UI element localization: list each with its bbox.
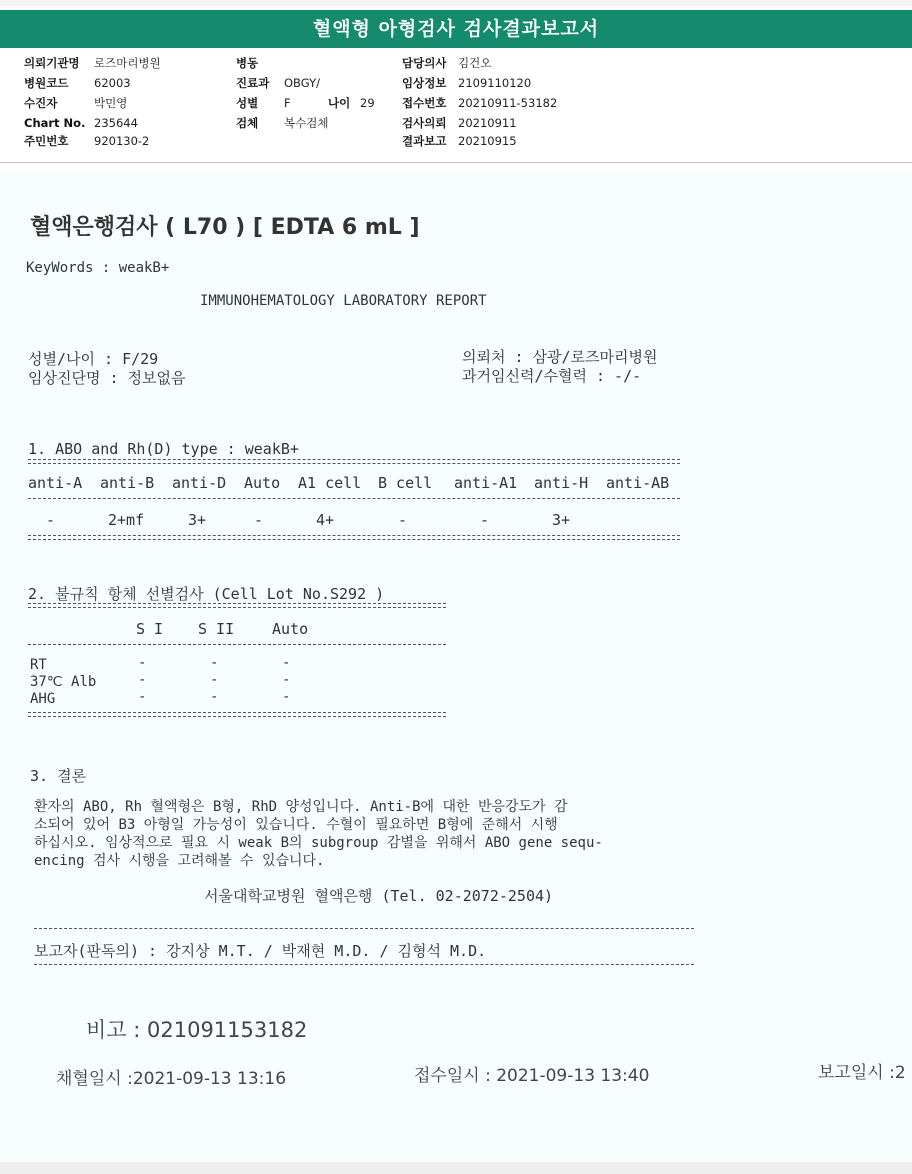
abo-col-anti-h: anti-H — [534, 474, 589, 492]
blood-bank-contact: 서울대학교병원 혈액은행 (Tel. 02-2072-2504) — [204, 887, 554, 905]
field-ward: 병동 — [236, 56, 259, 70]
field-department: 진료과 OBGY/ — [236, 76, 320, 90]
reporters: 보고자(판독의) : 강지상 M.T. / 박재현 M.D. / 김형석 M.D. — [34, 942, 487, 960]
lab-report-title: IMMUNOHEMATOLOGY LABORATORY REPORT — [200, 293, 487, 309]
abo-col-anti-a1: anti-A1 — [454, 474, 518, 492]
conclusion-line: encing 검사 시행을 고려해볼 수 있습니다. — [34, 853, 325, 869]
section2-bottom-rule — [28, 712, 446, 717]
section2-title: 2. 불규칙 항체 선별검사 (Cell Lot No.S292 ) — [28, 585, 385, 603]
abo-val-a1-cell: 4+ — [316, 511, 335, 529]
section1-mid-rule — [28, 498, 680, 499]
abo-val-anti-h: 3+ — [552, 511, 571, 529]
screen-cell: - — [282, 672, 291, 688]
screen-cell: - — [282, 655, 291, 671]
conclusion-line: 소되어 있어 B3 아형일 가능성이 있습니다. 수혈이 필요하면 B형에 준해서 시행 — [34, 817, 558, 833]
screen-col-s2: S II — [198, 620, 235, 638]
section2-top-rule — [28, 603, 446, 608]
field-attending-physician: 담당의사 김건오 — [402, 56, 492, 70]
abo-val-anti-a: - — [46, 511, 56, 529]
abo-col-anti-d: anti-D — [172, 474, 227, 492]
field-accession-no: 접수번호 20210911-53182 — [402, 96, 558, 110]
header-info — [0, 54, 912, 164]
screen-cell: - — [138, 672, 147, 688]
field-specimen: 검체 복수검체 — [236, 116, 329, 130]
field-hospital-code: 병원코드 62003 — [24, 76, 131, 90]
header-divider — [0, 162, 912, 163]
section3-title: 3. 결론 — [30, 767, 87, 785]
keywords: KeyWords : weakB+ — [26, 260, 170, 276]
abo-col-a1-cell: A1 cell — [298, 474, 362, 492]
reporter-bottom-rule — [34, 964, 694, 965]
top-edge — [0, 0, 912, 6]
abo-val-auto: - — [254, 511, 264, 529]
patient-diagnosis: 임상진단명 : 정보없음 — [28, 369, 186, 387]
screen-cell: - — [210, 655, 219, 671]
screen-cell: - — [282, 689, 291, 705]
field-resident-no: 주민번호 920130-2 — [24, 134, 150, 148]
collection-datetime: 채혈일시 :2021-09-13 13:16 — [56, 1069, 287, 1089]
abo-val-b-cell: - — [398, 511, 408, 529]
abo-val-anti-d: 3+ — [188, 511, 207, 529]
abo-col-anti-a: anti-A — [28, 474, 83, 492]
section1-top-rule — [28, 459, 680, 464]
abo-col-anti-ab: anti-AB — [606, 474, 670, 492]
field-clinical-info: 임상정보 2109110120 — [402, 76, 532, 90]
remarks: 비고 : 021091153182 — [86, 1018, 308, 1042]
section1-title: 1. ABO and Rh(D) type : weakB+ — [28, 440, 299, 458]
abo-val-anti-a1: - — [480, 511, 490, 529]
result-sheet — [0, 172, 912, 1162]
field-chart-no: Chart No. 235644 — [24, 116, 138, 130]
screen-cell: - — [138, 689, 147, 705]
report-datetime: 보고일시 :2 — [818, 1063, 906, 1083]
screen-col-s1: S I — [136, 620, 164, 638]
section1-bottom-rule — [28, 535, 680, 540]
screen-row-label: 37℃ Alb — [30, 674, 97, 690]
conclusion-line: 하십시오. 임상적으로 필요 시 weak B의 subgroup 감별을 위해서 ABO gene sequ- — [34, 835, 603, 851]
field-request-date: 검사의뢰 20210911 — [402, 116, 517, 130]
screen-cell: - — [210, 689, 219, 705]
screen-cell: - — [210, 672, 219, 688]
patient-referrer: 의뢰처 : 삼광/로즈마리병원 — [462, 348, 658, 366]
abo-col-auto: Auto — [244, 474, 281, 492]
field-requesting-institution: 의뢰기관명 로즈마리병원 — [24, 56, 161, 70]
patient-history: 과거임신력/수혈력 : -/- — [462, 367, 642, 385]
abo-col-anti-b: anti-B — [100, 474, 155, 492]
abo-val-anti-b: 2+mf — [108, 511, 145, 529]
screen-col-auto: Auto — [272, 620, 309, 638]
screen-row-label: RT — [30, 657, 47, 673]
section2-mid-rule — [28, 644, 446, 645]
test-heading: 혈액은행검사 ( L70 ) [ EDTA 6 mL ] — [30, 215, 420, 240]
screen-cell: - — [138, 655, 147, 671]
screen-row-label: AHG — [30, 691, 56, 707]
receipt-datetime: 접수일시 : 2021-09-13 13:40 — [414, 1066, 650, 1086]
reporter-top-rule — [34, 928, 694, 929]
patient-sex-age: 성별/나이 : F/29 — [28, 350, 159, 368]
field-age: 나이 29 — [328, 96, 375, 110]
field-report-date: 결과보고 20210915 — [402, 134, 517, 148]
abo-col-b-cell: B cell — [378, 474, 433, 492]
field-sex: 성별 F — [236, 96, 291, 110]
report-title: 혈액형 아형검사 검사결과보고서 — [0, 10, 912, 48]
conclusion-line: 환자의 ABO, Rh 혈액형은 B형, RhD 양성입니다. Anti-B에 대한 반응강도가 감 — [34, 799, 568, 815]
bottom-edge — [0, 1162, 912, 1174]
field-patient-name: 수진자 박민영 — [24, 96, 128, 110]
